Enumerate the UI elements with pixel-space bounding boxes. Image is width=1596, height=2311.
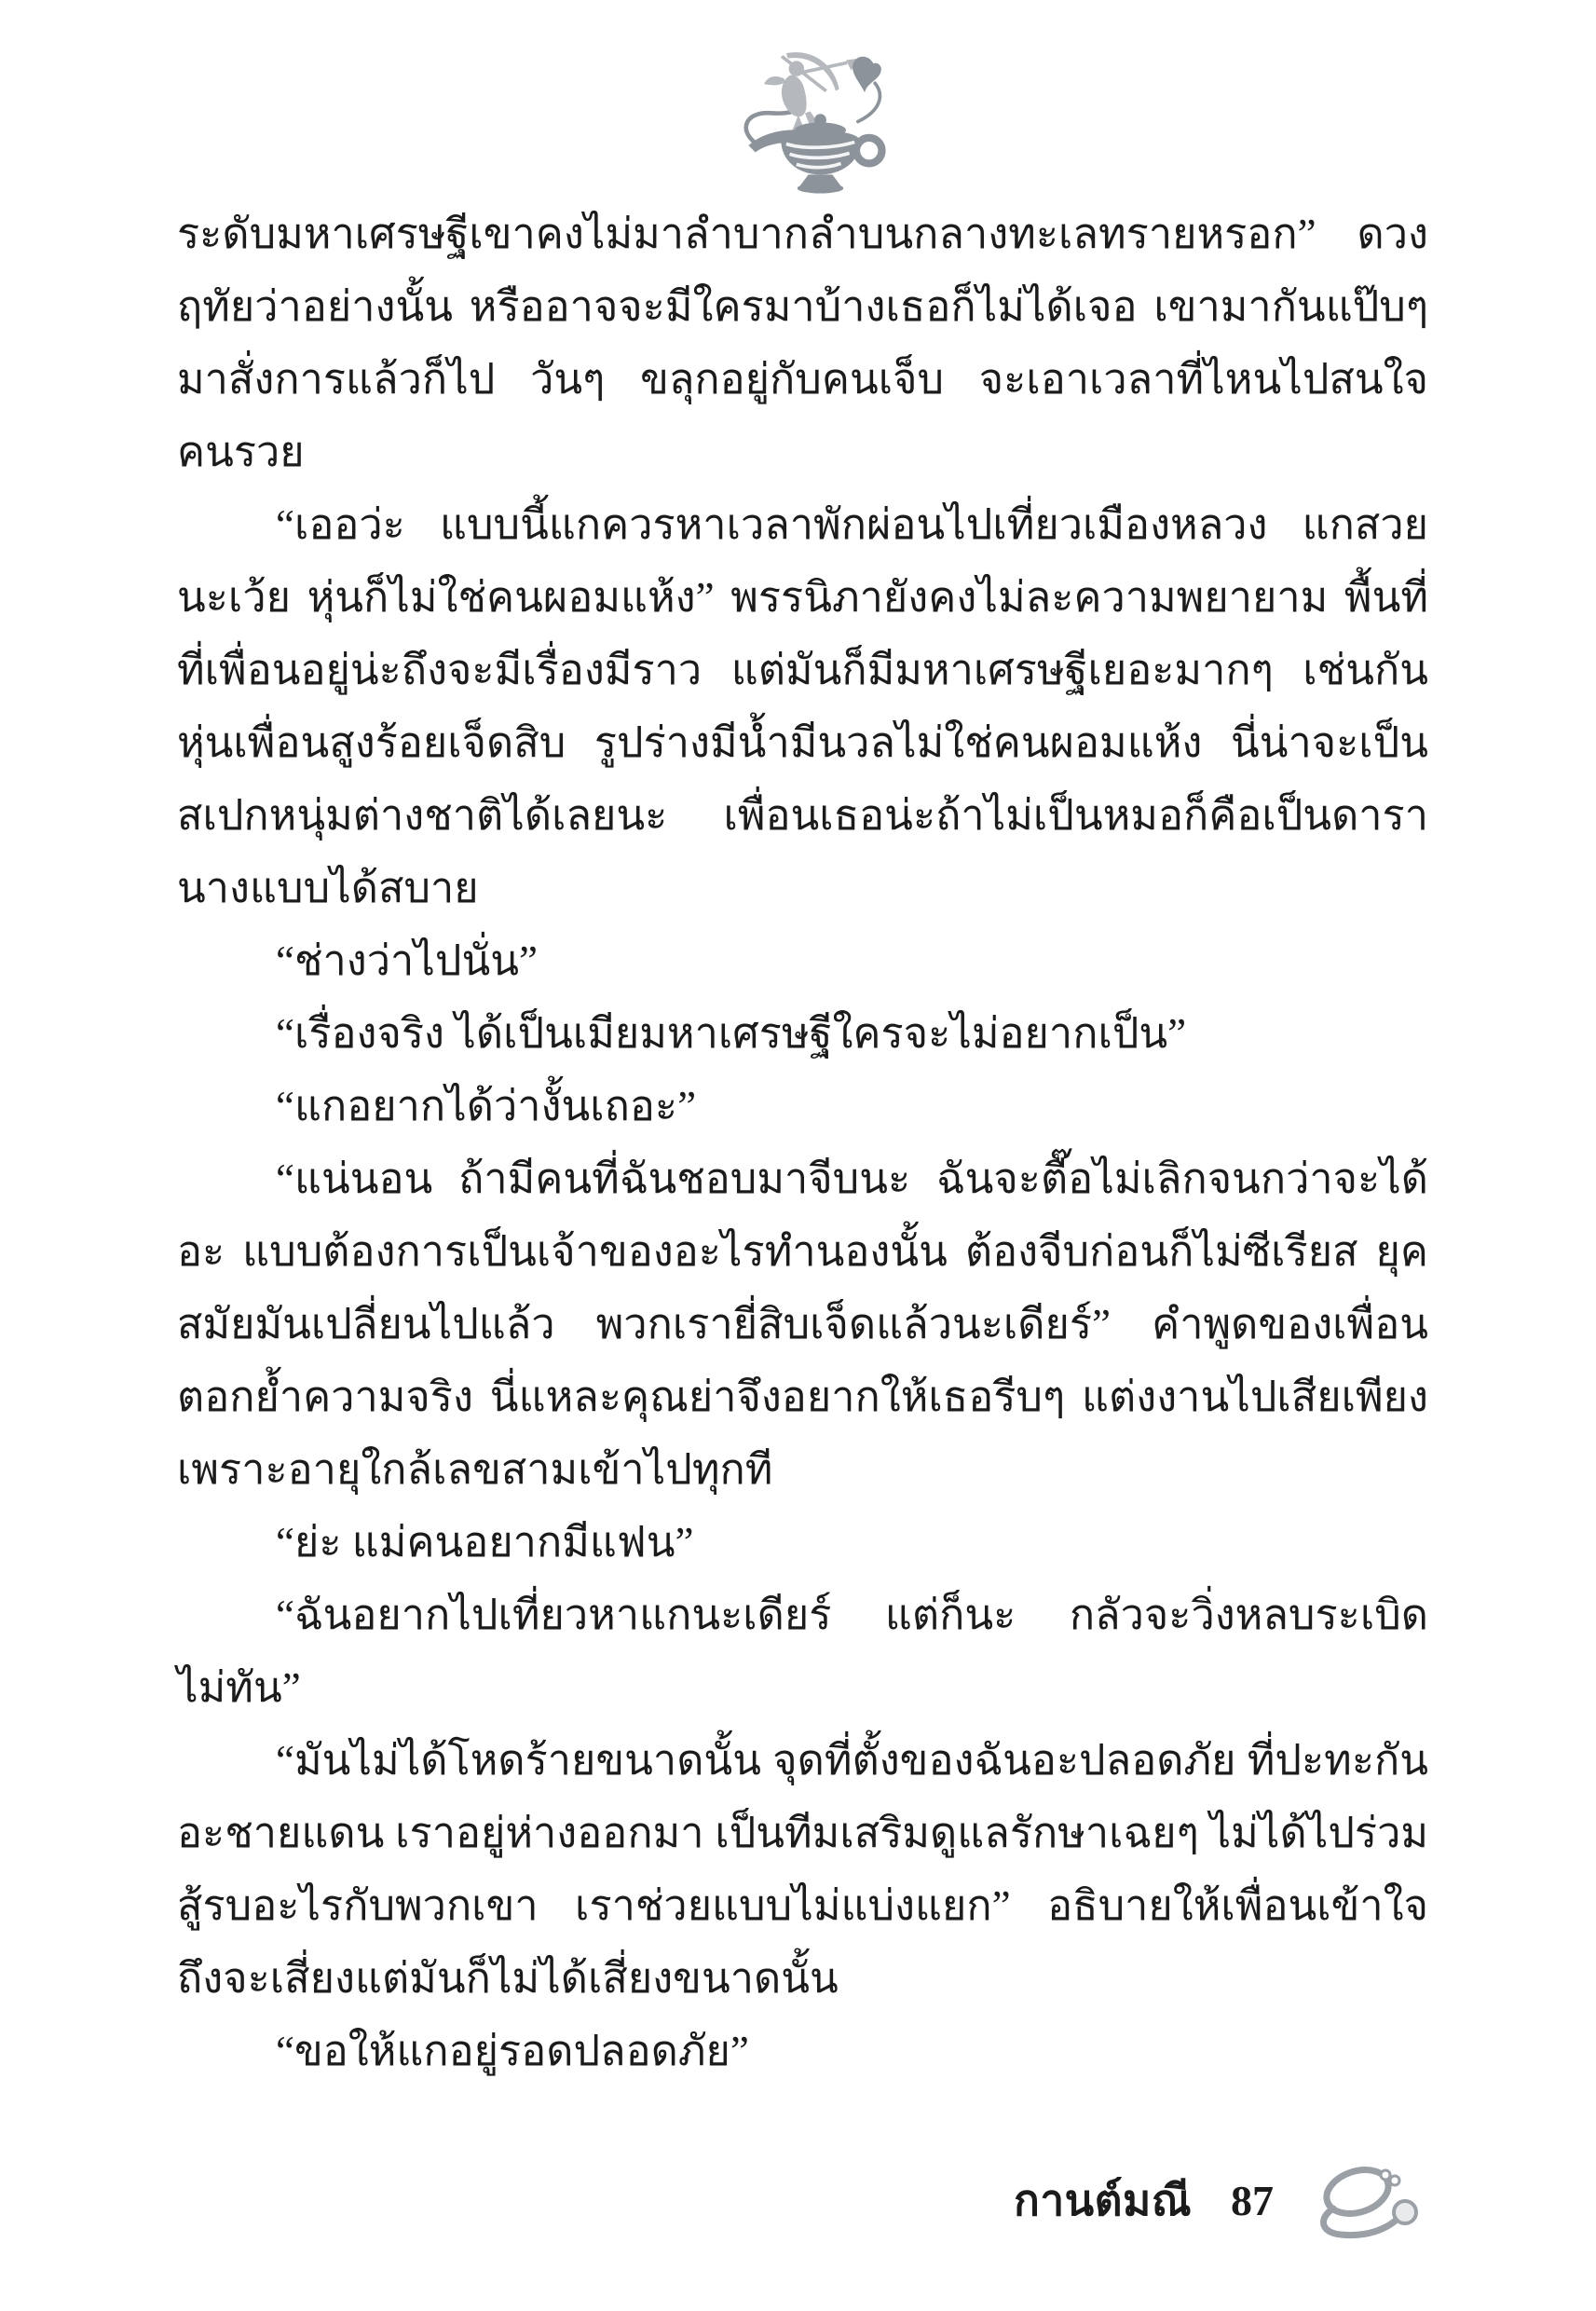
paragraph: “ขอให้แกอยู่รอดปลอดภัย” bbox=[276, 2028, 749, 2074]
paragraph: “ช่างว่าไปนั่น” bbox=[276, 937, 538, 984]
paragraph: “มันไม่ได้โหดร้ายขนาดนั้น จุดที่ตั้งของฉันอะปลอดภัย ที่ปะทะกันอะชายแดน เราอยู่ห่างออกมา เป็นทีมเสริมดูแลรักษาเฉยๆ ไม่ได้ไปร่วมสู้รบอะไรกับพวกเขา เราช่วยแบบไม่แบ่งแยก” อธิบายให้เพื่อนเข้าใจ ถึงจะเสี่ยงแต่มันก็ไม่ได้เสี่ยงขนาดนั้น bbox=[177, 1737, 1428, 2002]
page-number: 87 bbox=[1231, 2176, 1274, 2224]
text-body bbox=[177, 198, 1428, 2087]
paragraph: “ฉันอยากไปเที่ยวหาแกนะเดียร์ แต่ก็นะ กลัวจะวิ่งหลบระเบิดไม่ทัน” bbox=[177, 1592, 1428, 1711]
paragraph: “แน่นอน ถ้ามีคนที่ฉันชอบมาจีบนะ ฉันจะตื๊อไม่เลิกจนกว่าจะได้อะ แบบต้องการเป็นเจ้าของอะไรทำนองนั้น ต้องจีบก่อนก็ไม่ซีเรียส ยุคสมัยมันเปลี่ยนไปแล้ว พวกเรายี่สิบเจ็ดแล้วนะเดียร์” คำพูดของเพื่อนตอกย้ำความจริง นี่แหละคุณย่าจึงอยากให้เธอรีบๆ แต่งงานไปเสียเพียงเพราะอายุใกล้เลขสามเข้าไปทุกที bbox=[177, 1156, 1428, 1493]
paragraph: “เออว่ะ แบบนี้แกควรหาเวลาพักผ่อนไปเที่ยวเมืองหลวง แกสวยนะเว้ย หุ่นก็ไม่ใช่คนผอมแห้ง” พรรนิภายังคงไม่ละความพยายาม พื้นที่ที่เพื่อนอยู่น่ะถึงจะมีเรื่องมีราว แต่มันก็มีมหาเศรษฐีเยอะมากๆ เช่นกัน หุ่นเพื่อนสูงร้อยเจ็ดสิบ รูปร่างมีน้ำมีนวลไม่ใช่คนผอมแห้ง นี่น่าจะเป็นสเปกหนุ่มต่างชาติได้เลยนะ เพื่อนเธอน่ะถ้าไม่เป็นหมอก็คือเป็นดารานางแบบได้สบาย bbox=[177, 501, 1428, 911]
author-name: กานต์มณี bbox=[1014, 2176, 1192, 2224]
cupid-genie-lamp-icon bbox=[727, 45, 904, 198]
page-footer bbox=[1014, 2160, 1421, 2240]
paragraph: ระดับมหาเศรษฐีเขาคงไม่มาลำบากลำบนกลางทะเลทรายหรอก” ดวงฤทัยว่าอย่างนั้น หรืออาจจะมีใครมาบ้างเธอก็ไม่ได้เจอ เขามากันแป๊บๆ มาสั่งการแล้วก็ไป วันๆ ขลุกอยู่กับคนเจ็บ จะเอาเวลาที่ไหนไปสนใจคนรวย bbox=[177, 211, 1428, 475]
cupid-genie-lamp-ornament bbox=[727, 45, 904, 198]
stethoscope-icon bbox=[1309, 2160, 1421, 2240]
paragraph: “แกอยากได้ว่างั้นเถอะ” bbox=[276, 1083, 697, 1129]
paragraph: “เรื่องจริง ได้เป็นเมียมหาเศรษฐีใครจะไม่อยากเป็น” bbox=[276, 1010, 1187, 1057]
paragraph: “ย่ะ แม่คนอยากมีแฟน” bbox=[276, 1519, 694, 1566]
